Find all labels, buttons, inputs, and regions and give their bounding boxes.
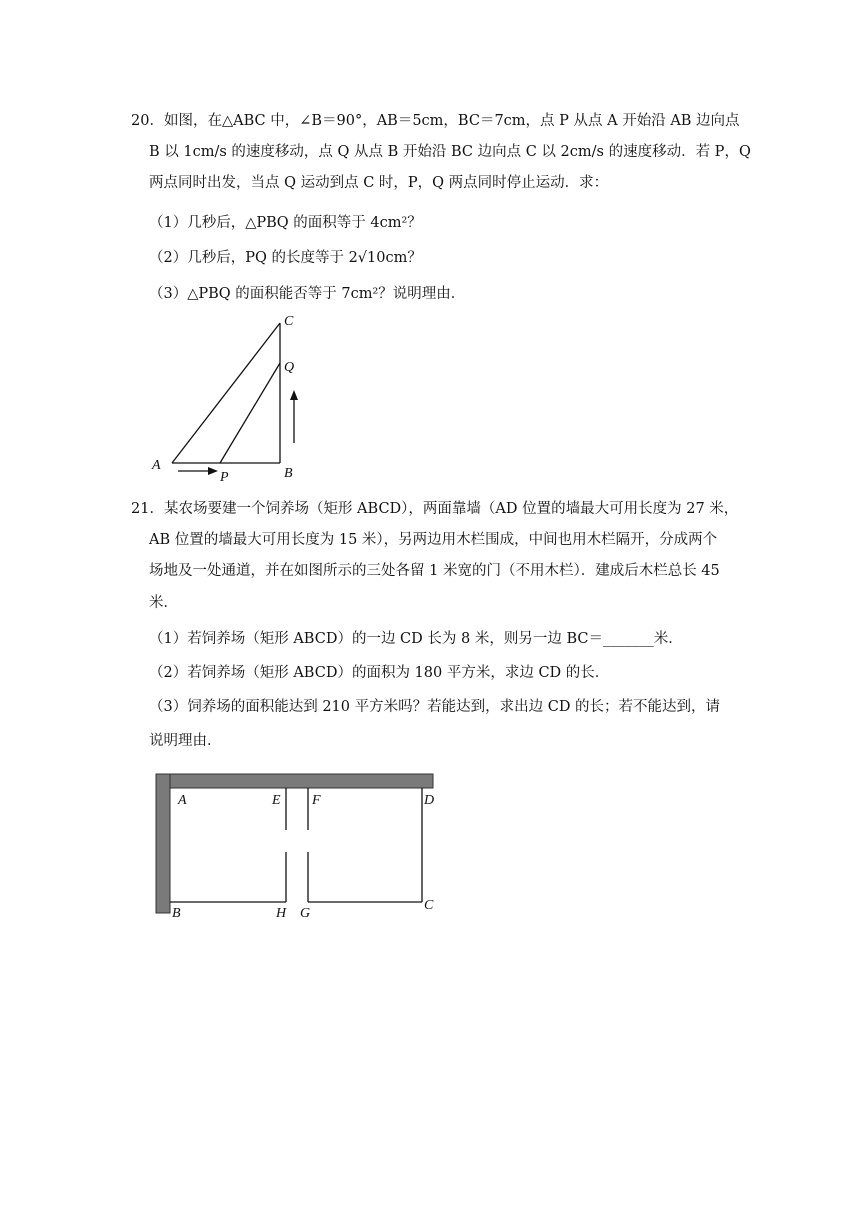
q21-line-3: 场地及一处通道，并在如图所示的三处各留 1 米宽的门（不用木栏）．建成后木栏总长 45	[149, 563, 720, 579]
arrow-q-head	[290, 390, 298, 400]
q20-line-3: 两点同时出发，当点 Q 运动到点 C 时，P，Q 两点同时停止运动．求：	[149, 175, 609, 191]
q21-sub-2: （2）若饲养场（矩形 ABCD）的面积为 180 平方米，求边 CD 的长．	[149, 665, 610, 681]
label-g: G	[300, 906, 311, 921]
q21-line-2: AB 位置的墙最大可用长度为 15 米），另两边用木栏围成，中间也用木栏隔开，分成两个	[149, 532, 718, 548]
label-q: Q	[284, 360, 295, 375]
q21-sub-1: （1）若饲养场（矩形 ABCD）的一边 CD 长为 8 米，则另一边 BC＝_______米．	[149, 631, 683, 647]
label-p: P	[220, 470, 229, 483]
segment-pq	[220, 363, 280, 463]
wall-ad	[156, 774, 433, 788]
q21-sub-3-cont: 说明理由．	[149, 733, 222, 749]
q20-line-2: B 以 1cm/s 的速度移动，点 Q 从点 B 开始沿 BC 边向点 C 以 2cm/s 的速度移动．若 P，Q	[149, 144, 751, 160]
label-a: A	[178, 793, 187, 808]
q21-line-1: 21．某农场要建一个饲养场（矩形 ABCD），两面靠墙（AD 位置的墙最大可用长度为 27 米，	[131, 501, 739, 517]
segment-ac	[172, 323, 280, 463]
wall-ab	[156, 774, 170, 913]
label-e: E	[272, 793, 281, 808]
label-a: A	[152, 458, 161, 473]
arrow-p-head	[208, 467, 218, 475]
q20-line-1: 20．如图，在△ABC 中，∠B＝90°，AB＝5cm，BC＝7cm，点 P 从点 A 开始沿 AB 边向点	[131, 113, 740, 129]
q21-line-4: 米．	[149, 595, 178, 611]
label-d: D	[424, 793, 435, 808]
q20-sub-3: （3）△PBQ 的面积能否等于 7cm²？说明理由．	[149, 286, 466, 302]
farm-figure	[150, 768, 450, 924]
label-c: C	[424, 898, 434, 913]
q20-sub-2: （2）几秒后，PQ 的长度等于 2√10cm？	[149, 250, 422, 266]
q20-sub-1: （1）几秒后，△PBQ 的面积等于 4cm²？	[149, 215, 422, 231]
label-b: B	[284, 466, 293, 481]
label-c: C	[284, 314, 294, 329]
q21-sub-3: （3）饲养场的面积能达到 210 平方米吗？若能达到，求出边 CD 的长；若不能达到，请	[149, 699, 721, 715]
label-f: F	[312, 793, 321, 808]
triangle-figure	[140, 305, 320, 483]
label-h: H	[276, 906, 287, 921]
label-b: B	[172, 906, 181, 921]
